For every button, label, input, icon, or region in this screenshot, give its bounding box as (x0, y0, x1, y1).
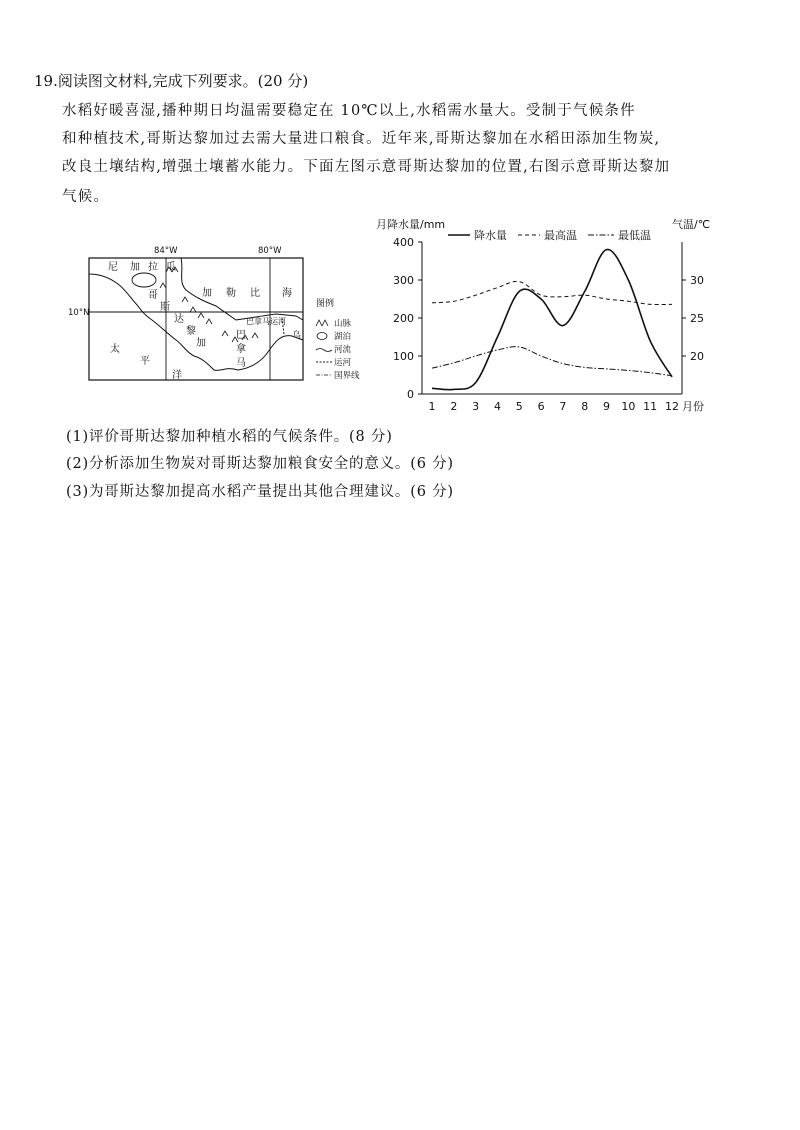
legend-label-lake: 湖泊 (334, 332, 352, 342)
paragraph-line-1: 水稻好暖喜湿,播种期日均温需要稳定在 10℃以上,水稻需水量大。受制于气候条件 (62, 103, 636, 119)
mountain-icon (316, 320, 328, 326)
right-axis-label: 气温/℃ (672, 218, 711, 231)
country-char-3: 达 (174, 314, 184, 325)
x-tick-label-9: 9 (603, 400, 611, 413)
ocean-char-3: 洋 (172, 370, 182, 381)
x-unit-label: 月份 (682, 400, 704, 413)
sub-question-2: (2)分析添加生物炭对哥斯达黎加粮食安全的意义。(6 分) (66, 456, 454, 472)
sea-char-2: 勒 (226, 288, 236, 299)
x-tick-label-5: 5 (515, 400, 523, 413)
lon-label-84w: 84°W (154, 246, 178, 256)
country-char-5: 加 (196, 338, 206, 349)
legend-label-border: 国界线 (334, 371, 360, 381)
right-tick-label-20: 20 (690, 350, 704, 363)
paragraph-line-4: 气候。 (62, 189, 110, 205)
sub-question-1: (1)评价哥斯达黎加种植水稻的气候条件。(8 分) (66, 429, 393, 445)
legend-label-river: 河流 (334, 345, 352, 355)
x-tick-label-12: 12 (665, 400, 679, 413)
series-line-2 (432, 347, 672, 376)
question-title: 19.阅读图文材料,完成下列要求。(20 分) (34, 72, 309, 90)
panama-char-2: 拿 (236, 344, 246, 355)
sea-char-3: 比 (250, 288, 260, 299)
ocean-char-2: 平 (140, 356, 150, 367)
left-tick-label-300: 300 (393, 274, 414, 287)
lat-label-10n: 10°N (68, 308, 90, 318)
x-tick-label-3: 3 (472, 400, 480, 413)
country-char-2: 斯 (160, 302, 170, 313)
right-tick-label-30: 30 (690, 274, 704, 287)
map-legend (316, 297, 360, 381)
x-tick-label-2: 2 (450, 400, 458, 413)
sea-char-4: 海 (282, 288, 292, 299)
legend-label-rain: 降水量 (474, 229, 507, 242)
lake-icon (317, 333, 327, 340)
legend-label-min: 最低温 (618, 229, 651, 242)
sea-char-1: 加 (202, 288, 212, 299)
nicaragua-char-1: 尼 (108, 262, 118, 273)
x-tick-label-11: 11 (643, 400, 658, 413)
lake-nicaragua (132, 273, 156, 287)
colombia-char: 乌 (292, 331, 302, 341)
paragraph-line-2: 和种植技术,哥斯达黎加过去需大量进口粮食。近年来,哥斯达黎加在水稻田添加生物炭, (62, 131, 661, 147)
left-tick-label-0: 0 (407, 388, 414, 401)
left-tick-label-400: 400 (393, 236, 414, 249)
nicaragua-char-3: 拉 (148, 262, 158, 273)
panama-canal-label: 巴拿马运河 (246, 317, 286, 326)
x-tick-label-6: 6 (537, 400, 545, 413)
left-axis-label: 月降水量/mm (376, 218, 446, 231)
country-char-1: 哥 (148, 290, 158, 301)
series-line-0 (432, 249, 672, 389)
legend-label-max: 最高温 (544, 229, 577, 242)
legend-label-canal: 运河 (334, 358, 352, 368)
x-tick-label-1: 1 (428, 400, 436, 413)
left-tick-label-200: 200 (393, 312, 414, 325)
legend-label-mountain: 山脉 (334, 319, 352, 329)
nicaragua-char-2: 加 (130, 262, 140, 273)
lon-label-80w: 80°W (258, 246, 282, 256)
country-char-4: 黎 (186, 326, 196, 337)
land-outline (89, 258, 303, 370)
x-tick-label-10: 10 (621, 400, 636, 413)
x-tick-label-7: 7 (559, 400, 567, 413)
x-tick-label-4: 4 (493, 400, 501, 413)
paragraph-line-3: 改良土壤结构,增强土壤蓄水能力。下面左图示意哥斯达黎加的位置,右图示意哥斯达黎加 (62, 159, 671, 175)
legend-title: 图例 (316, 299, 335, 309)
river-icon (316, 349, 332, 352)
right-tick-label-25: 25 (690, 312, 704, 325)
location-map (68, 240, 360, 385)
nicaragua-char-4: 瓜 (166, 262, 176, 273)
ocean-char-1: 太 (110, 344, 120, 355)
x-tick-label-8: 8 (581, 400, 589, 413)
left-tick-label-100: 100 (393, 350, 414, 363)
panama-char-3: 马 (236, 358, 246, 369)
climate-chart (370, 212, 735, 412)
panama-char-1: 巴 (236, 330, 246, 341)
sub-question-3: (3)为哥斯达黎加提高水稻产量提出其他合理建议。(6 分) (66, 484, 454, 500)
